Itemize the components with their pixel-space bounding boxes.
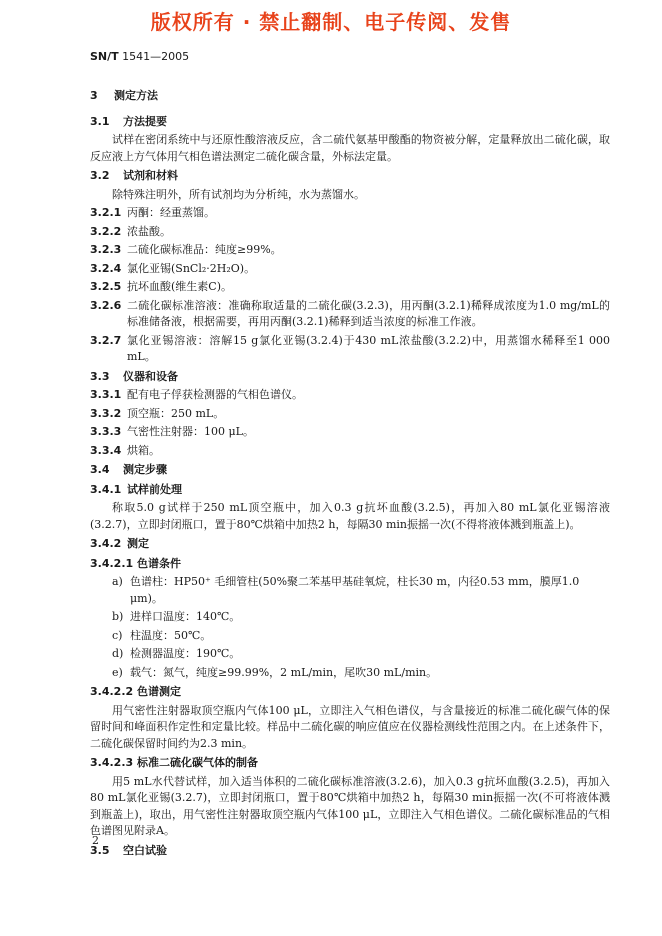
subsection-title: 测定	[127, 537, 149, 550]
subsection-heading	[90, 536, 610, 553]
subsection-heading	[90, 482, 610, 499]
subsection-number: 3.4.2.1	[90, 556, 134, 570]
subsection-title: 试剂和材料	[123, 169, 178, 182]
list-item	[90, 665, 610, 682]
standard-prefix: SN/T	[90, 50, 119, 63]
subsection-number: 3.5	[90, 843, 110, 857]
standard-number: 1541—2005	[122, 50, 190, 63]
paragraph: 称取5.0 g试样于250 mL顶空瓶中，加入0.3 g抗坏血酸(3.2.5)，再加入80 mL氯化亚锡溶液(3.2.7)，立即封闭瓶口，置于80℃烘箱中加热2 h，每隔30 min振摇一次(不得将液体溅到瓶盖上)。	[90, 501, 610, 531]
subsection-number: 3.2	[90, 169, 110, 182]
item-text: 检测器温度：190℃。	[130, 647, 241, 660]
subsection-title: 色谱条件	[137, 556, 181, 570]
item-text: 丙酮：经重蒸馏。	[127, 206, 215, 219]
item-label: b)	[112, 610, 124, 623]
section-number: 3	[90, 89, 98, 102]
item-number: 3.3.4	[90, 443, 122, 457]
page-number: 2	[92, 834, 99, 847]
list-item	[90, 242, 610, 259]
list-item	[90, 646, 610, 663]
list-item	[90, 279, 610, 296]
paragraph: 用气密性注射器取顶空瓶内气体100 μL，立即注入气相色谱仪，与含量接近的标准二硫化碳气体的保留时间和峰面积作定性和定量比较。样品中二硫化碳的响应值应在仪器检测线性范围之内。在上述条件下，二硫化碳保留时间约为2.3 min。	[90, 703, 610, 750]
list-item	[90, 574, 610, 607]
subsection-title: 测定步骤	[123, 463, 167, 476]
item-text: 氯化亚锡溶液：溶解15 g氯化亚锡(3.2.4)于430 mL浓盐酸(3.2.2)中，用蒸馏水稀释至1 000 mL。	[127, 333, 610, 363]
list-item	[90, 628, 610, 645]
item-text: 抗坏血酸(维生素C)。	[127, 280, 232, 293]
subsection-title: 试样前处理	[127, 482, 182, 496]
item-text: 二硫化碳标准溶液：准确称取适量的二硫化碳(3.2.3)，用丙酮(3.2.1)稀释成浓度为1.0 mg/mL的标准储备液，根据需要，再用丙酮(3.2.1)稀释到适当浓度的标准工作液。	[127, 298, 610, 328]
standard-code	[90, 50, 189, 63]
item-label: c)	[112, 628, 123, 642]
copyright-banner: 版权所有 · 禁止翻制、电子传阅、发售	[150, 10, 512, 34]
subsection-heading	[90, 462, 610, 479]
item-number: 3.2.2	[90, 224, 122, 238]
subsection-heading	[90, 168, 610, 185]
subsection-number: 3.3	[90, 369, 110, 383]
list-item	[90, 443, 610, 460]
item-number: 3.3.2	[90, 406, 122, 420]
list-item	[90, 261, 610, 278]
item-text: 色谱柱：HP50⁺ 毛细管柱(50%聚二苯基甲基硅氧烷，柱长30 m，内径0.53 mm，膜厚1.0 μm)。	[130, 575, 580, 605]
paragraph: 用5 mL水代替试样，加入适当体积的二硫化碳标准溶液(3.2.6)，加入0.3 g抗坏血酸(3.2.5)，再加入80 mL氯化亚锡(3.2.7)，立即封闭瓶口，置于80℃烘箱中加热2 h，每隔30 min振摇一次(不可将液体溅到瓶盖上)，取出，用气密性注射器取顶空瓶内气体100 μL，立即注入气相色谱仪。二硫化碳标准品的气相色谱图见附录A。	[90, 774, 610, 837]
subsection-heading	[90, 369, 610, 386]
item-label: d)	[112, 647, 124, 660]
list-item	[90, 224, 610, 241]
subsection-heading	[90, 755, 610, 772]
item-number: 3.2.3	[90, 243, 122, 256]
item-text: 气密性注射器：100 μL。	[127, 425, 254, 438]
list-item	[90, 406, 610, 423]
item-text: 氯化亚锡(SnCl₂·2H₂O)。	[127, 261, 256, 275]
item-number: 3.3.3	[90, 425, 122, 438]
section-title: 测定方法	[114, 89, 158, 102]
subsection-number: 3.1	[90, 114, 110, 128]
item-text: 进样口温度：140℃。	[130, 610, 241, 623]
section-heading	[90, 88, 610, 105]
document-body	[90, 88, 610, 859]
paragraph: 试样在密闭系统中与还原性酸溶液反应，含二硫代氨基甲酸酯的物资被分解，定量释放出二硫化碳，取反应液上方气体用气相色谱法测定二硫化碳含量，外标法定量。	[90, 133, 610, 163]
item-text: 配有电子俘获检测器的气相色谱仪。	[127, 388, 303, 401]
subsection-number: 3.4.2.2	[90, 685, 134, 698]
item-label: e)	[112, 665, 123, 679]
subsection-title: 空白试验	[123, 843, 167, 857]
item-text: 柱温度：50℃。	[130, 628, 212, 642]
list-item	[90, 333, 610, 366]
item-label: a)	[112, 575, 123, 588]
subsection-heading	[90, 114, 610, 131]
list-item	[90, 298, 610, 331]
subsection-number: 3.4.2.3	[90, 756, 134, 769]
item-text: 浓盐酸。	[127, 224, 171, 238]
item-number: 3.2.4	[90, 261, 122, 275]
list-item	[90, 205, 610, 222]
item-text: 顶空瓶：250 mL。	[127, 406, 225, 420]
subsection-number: 3.4.1	[90, 482, 122, 496]
subsection-number: 3.4.2	[90, 537, 122, 550]
list-item	[90, 387, 610, 404]
subsection-heading	[90, 556, 610, 573]
item-number: 3.2.7	[90, 333, 122, 347]
subsection-title: 标准二硫化碳气体的制备	[137, 756, 258, 769]
item-number: 3.2.1	[90, 206, 122, 219]
subsection-heading	[90, 684, 610, 701]
subsection-title: 方法提要	[123, 114, 167, 128]
item-text: 二硫化碳标准品：纯度≥99%。	[127, 243, 282, 256]
paragraph: 除特殊注明外，所有试剂均为分析纯，水为蒸馏水。	[112, 187, 365, 201]
subsection-title: 色谱测定	[137, 685, 181, 698]
subsection-heading	[90, 843, 610, 860]
subsection-number: 3.4	[90, 463, 110, 476]
item-number: 3.2.6	[90, 298, 122, 312]
subsection-title: 仪器和设备	[123, 369, 178, 383]
item-text: 烘箱。	[127, 443, 160, 457]
item-number: 3.3.1	[90, 388, 122, 401]
list-item	[90, 424, 610, 441]
item-text: 载气：氮气，纯度≥99.99%，2 mL/min，尾吹30 mL/min。	[130, 665, 438, 679]
list-item	[90, 609, 610, 626]
item-number: 3.2.5	[90, 280, 122, 293]
